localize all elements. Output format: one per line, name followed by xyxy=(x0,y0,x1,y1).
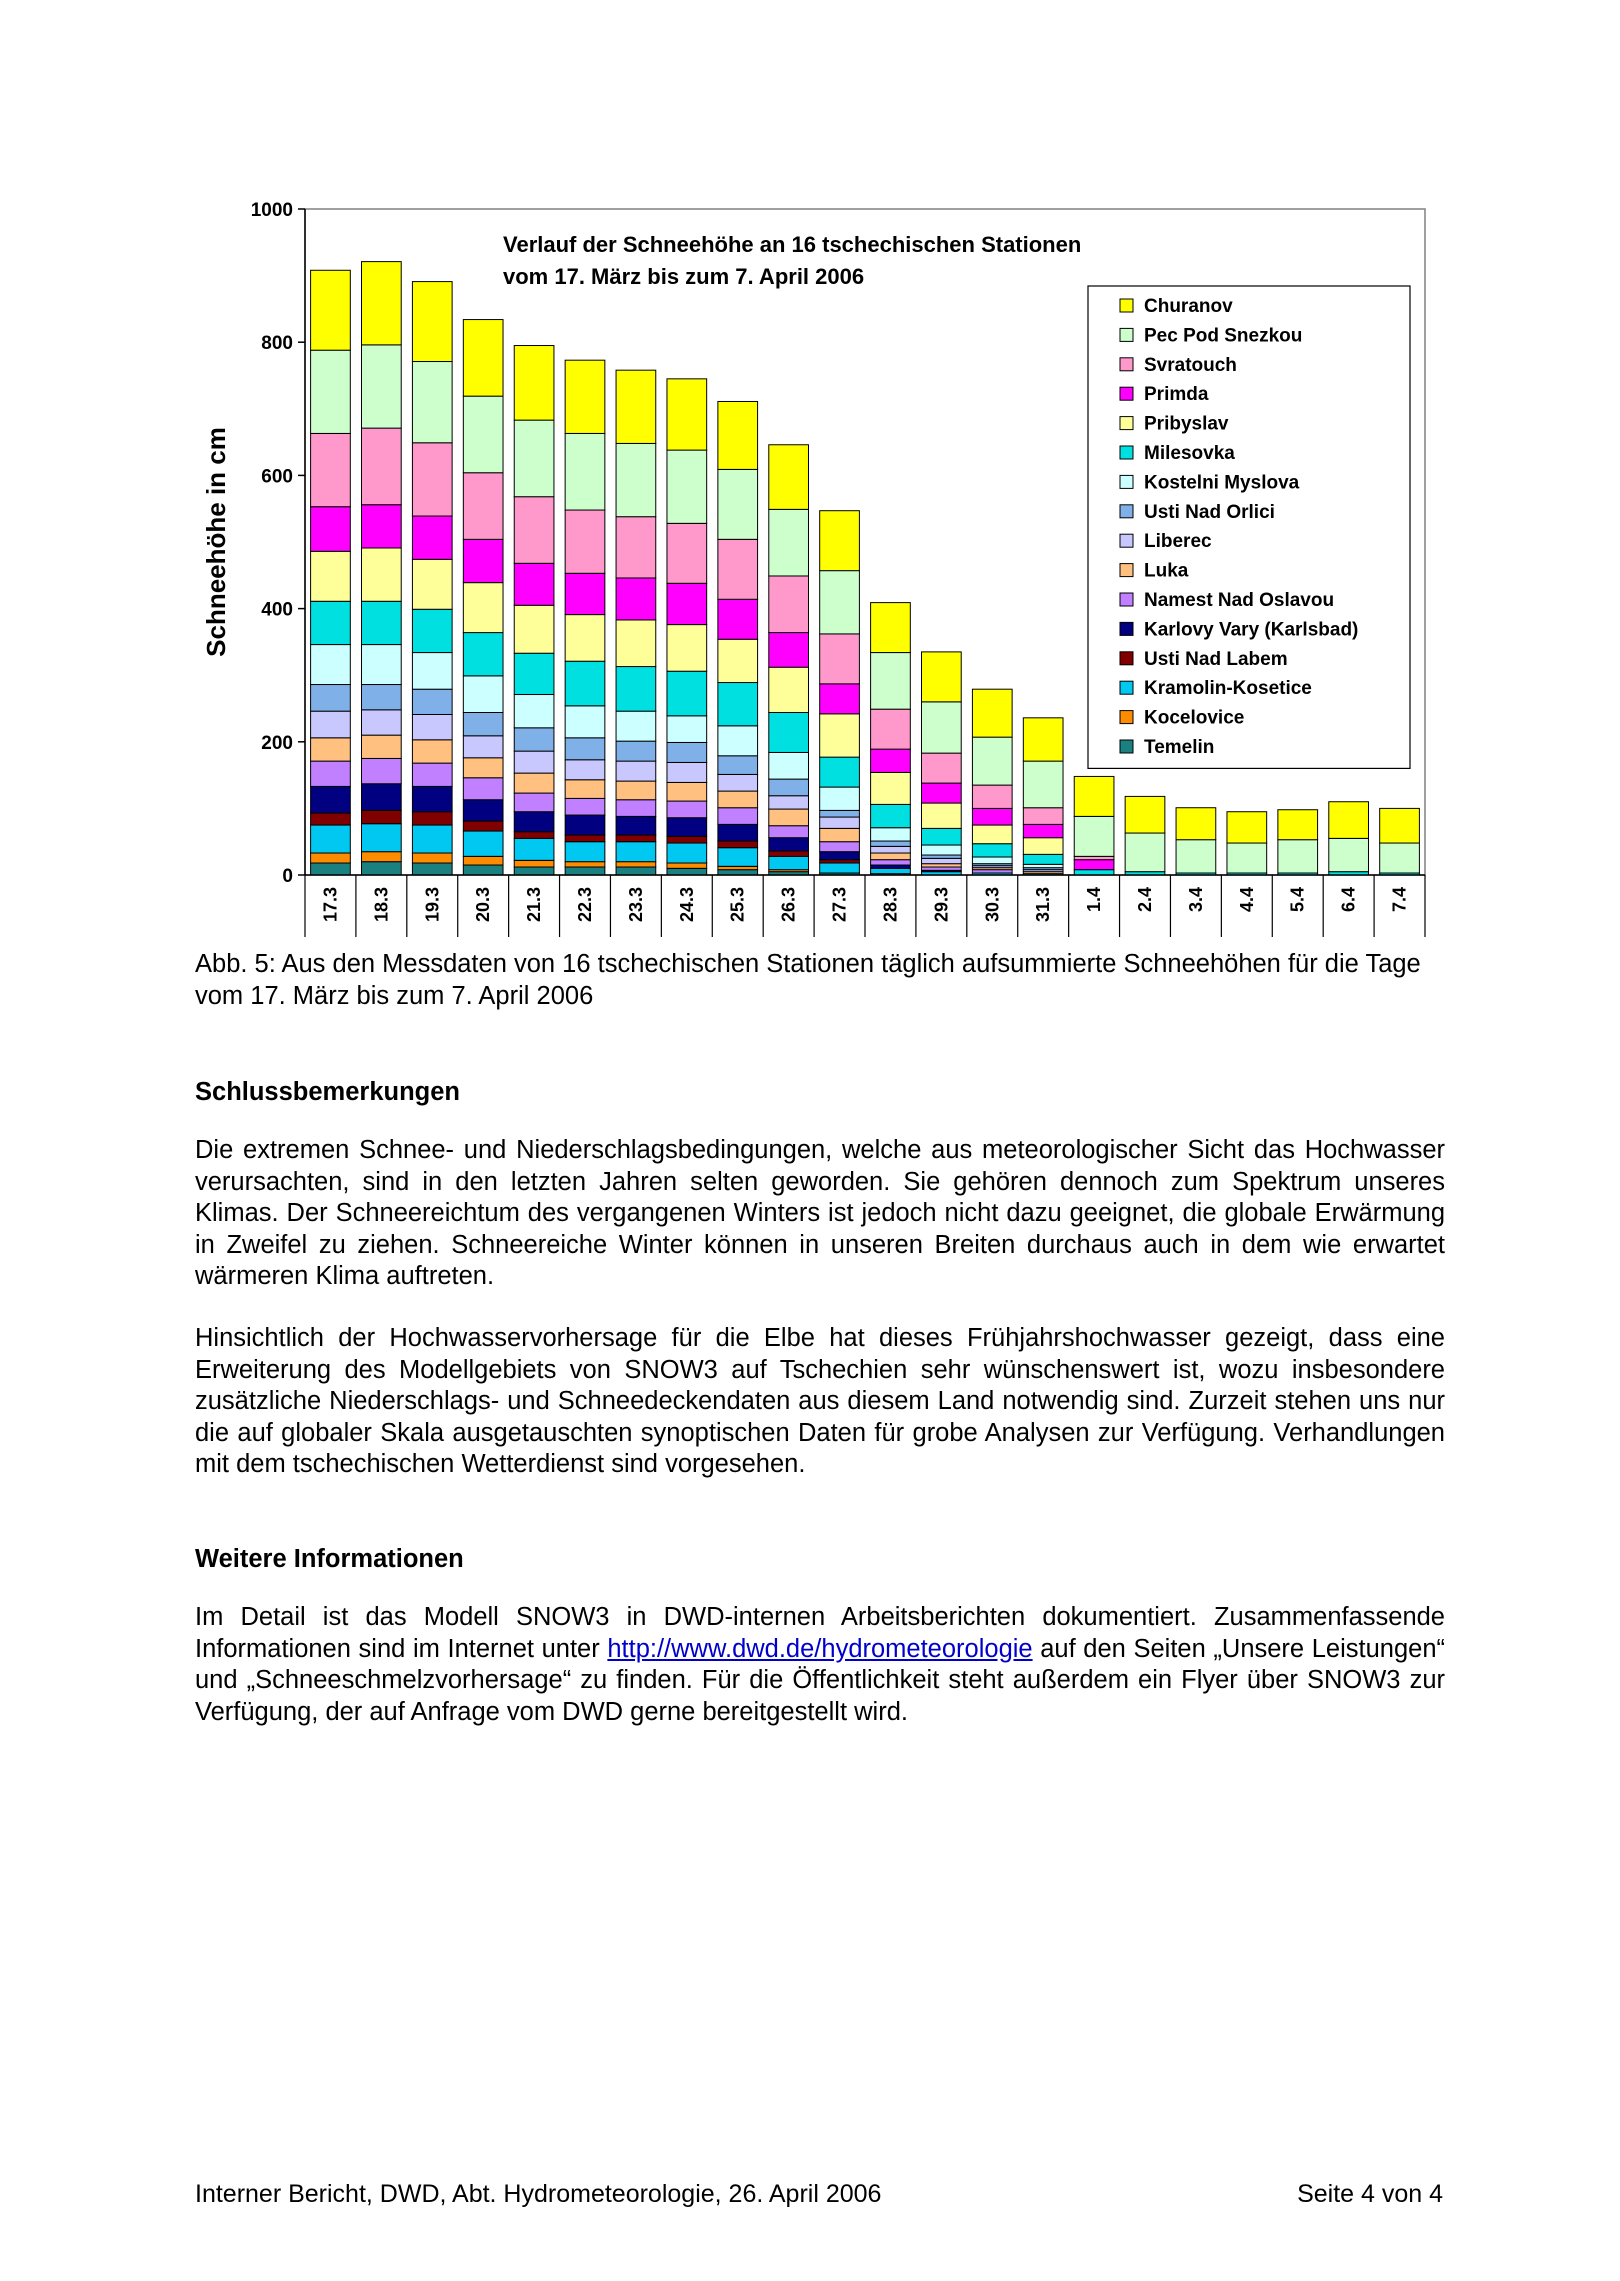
bar-segment xyxy=(412,763,452,786)
figure-caption: Abb. 5: Aus den Messdaten von 16 tschechischen Stationen täglich aufsummierte Schneehöhen für die Tage vom 17. März bis zum 7. April 2006 xyxy=(195,950,1421,1010)
bar-segment xyxy=(311,551,351,601)
bar-segment xyxy=(412,853,452,863)
bar-segment xyxy=(362,548,402,601)
bar-segment xyxy=(972,825,1012,844)
bar-segment xyxy=(616,667,656,712)
bar-segment xyxy=(1074,776,1114,816)
legend-swatch xyxy=(1120,358,1133,371)
y-tick-label: 600 xyxy=(261,466,293,488)
legend-swatch xyxy=(1120,387,1133,400)
bar-segment xyxy=(616,862,656,867)
bar-segment xyxy=(820,852,860,860)
bar-segment xyxy=(820,684,860,714)
bar-segment xyxy=(412,516,452,559)
bar-segment xyxy=(565,780,605,799)
chart-title-line: vom 17. März bis zum 7. April 2006 xyxy=(503,264,865,289)
x-tick-label: 3.4 xyxy=(1185,887,1206,913)
legend-swatch xyxy=(1120,299,1133,312)
bar-segment xyxy=(667,863,707,868)
paragraph-weitere-informationen xyxy=(195,1602,1445,1728)
bar-segment xyxy=(412,740,452,763)
bar-segment xyxy=(362,852,402,862)
bar-segment xyxy=(616,370,656,443)
bar-segment xyxy=(463,778,503,800)
x-tick-label: 25.3 xyxy=(727,887,748,923)
bar-segment xyxy=(362,758,402,783)
bar-segment xyxy=(463,633,503,676)
bar-segment xyxy=(412,653,452,690)
bar-segment xyxy=(311,813,351,825)
bar-segment xyxy=(362,601,402,644)
bar-segment xyxy=(1023,808,1063,825)
legend-swatch xyxy=(1120,652,1133,665)
bar-segment xyxy=(565,835,605,842)
bar-segment xyxy=(972,689,1012,737)
bar-segment xyxy=(1227,812,1267,843)
bar-segment xyxy=(871,653,911,710)
bar-segment xyxy=(1278,840,1318,873)
legend-swatch xyxy=(1120,681,1133,694)
bar-segment xyxy=(769,856,809,869)
legend-label: Karlovy Vary (Karlsbad) xyxy=(1144,619,1359,641)
bar-segment xyxy=(871,853,911,860)
bar-segment xyxy=(1023,838,1063,855)
bar-segment xyxy=(667,782,707,801)
bar-segment xyxy=(972,785,1012,808)
bar-segment xyxy=(616,578,656,620)
bar-segment xyxy=(871,860,911,865)
bar-segment xyxy=(922,803,962,828)
bar-segment xyxy=(463,800,503,821)
bar-segment xyxy=(311,825,351,853)
bar-segment xyxy=(718,599,758,639)
legend-swatch xyxy=(1120,622,1133,635)
legend-label: Namest Nad Oslavou xyxy=(1144,590,1335,611)
bar-segment xyxy=(514,860,554,867)
bar-segment xyxy=(412,559,452,609)
x-tick-label: 19.3 xyxy=(422,887,443,923)
bar-segment xyxy=(667,379,707,450)
bar-segment xyxy=(565,433,605,510)
paragraph-schlussbemerkungen-2: Hinsichtlich der Hochwasservorhersage für die Elbe hat dieses Frühjahrshochwasser gezeigt, dass eine Erweiterung des Modellgebiets von SNOW3 auf Tschechien sehr wünschenswert ist, wozu insbesondere zusätzliche Niederschlags- und Schneedeckendaten aus diesem Land notwendig sind. Zurzeit stehen uns nur die auf globaler Skala ausgetauschten synoptischen Daten für grobe Analysen zur Verfügung. Verhandlungen mit dem tschechischen Wetterdienst sind vorgesehen. xyxy=(195,1324,1445,1478)
bar-segment xyxy=(616,517,656,578)
bar-segment xyxy=(1227,843,1267,873)
bar-segment xyxy=(463,473,503,540)
bar-segment xyxy=(922,828,962,845)
bar-segment xyxy=(1023,718,1063,761)
bar-segment xyxy=(1023,761,1063,808)
bar-segment xyxy=(718,870,758,875)
bar-segment xyxy=(311,685,351,712)
x-tick-label: 20.3 xyxy=(473,887,494,923)
bar-segment xyxy=(311,711,351,738)
bar-segment xyxy=(1125,833,1165,872)
bar-segment xyxy=(565,706,605,738)
bar-segment xyxy=(514,563,554,605)
bar-segment xyxy=(514,812,554,832)
bar-segment xyxy=(565,615,605,662)
y-axis-label: Schneehöhe in cm xyxy=(201,427,231,657)
bar-segment xyxy=(871,772,911,804)
bar-segment xyxy=(718,401,758,469)
bar-segment xyxy=(362,345,402,428)
legend-swatch xyxy=(1120,740,1133,753)
bar-segment xyxy=(412,825,452,853)
bar-segment xyxy=(667,801,707,818)
bar-segment xyxy=(667,671,707,716)
bar-segment xyxy=(769,809,809,826)
bar-segment xyxy=(922,652,962,702)
bar-segment xyxy=(1329,802,1369,839)
bar-segment xyxy=(769,712,809,752)
bar-segment xyxy=(820,787,860,810)
bar-segment xyxy=(667,523,707,583)
x-tick-label: 21.3 xyxy=(524,887,545,923)
bar-segment xyxy=(1023,854,1063,864)
x-tick-label: 2.4 xyxy=(1135,887,1155,913)
legend-label: Liberec xyxy=(1144,531,1212,553)
bar-segment xyxy=(412,609,452,652)
legend-swatch xyxy=(1120,593,1133,606)
bar-segment xyxy=(769,752,809,779)
bar-segment xyxy=(820,757,860,787)
bar-segment xyxy=(463,821,503,831)
bar-segment xyxy=(820,810,860,817)
bar-segment xyxy=(565,661,605,706)
bar-segment xyxy=(514,728,554,751)
x-tick-label: 22.3 xyxy=(575,887,595,923)
legend-label: Pribyslav xyxy=(1144,413,1229,435)
bar-segment xyxy=(412,362,452,443)
bar-segment xyxy=(871,846,911,853)
bar-segment xyxy=(362,645,402,685)
bar-segment xyxy=(769,509,809,576)
legend-label: Usti Nad Labem xyxy=(1144,648,1288,670)
bar-segment xyxy=(1074,816,1114,856)
legend-swatch xyxy=(1120,446,1133,459)
legend-swatch xyxy=(1120,417,1133,430)
bar-segment xyxy=(769,633,809,668)
bar-segment xyxy=(463,831,503,856)
bar-segment xyxy=(616,761,656,781)
legend-swatch xyxy=(1120,475,1133,488)
bar-segment xyxy=(311,863,351,875)
bar-segment xyxy=(718,824,758,841)
chart-svg xyxy=(190,195,1435,937)
bar-segment xyxy=(311,761,351,786)
bar-segment xyxy=(565,738,605,760)
bar-segment xyxy=(1074,870,1114,875)
bar-segment xyxy=(362,862,402,875)
bar-segment xyxy=(412,863,452,875)
bar-segment xyxy=(362,685,402,710)
bar-segment xyxy=(565,573,605,614)
bar-segment xyxy=(718,469,758,539)
bar-segment xyxy=(972,857,1012,864)
bar-segment xyxy=(412,689,452,714)
bar-segment xyxy=(514,867,554,875)
bar-segment xyxy=(565,760,605,780)
heading-schlussbemerkungen: Schlussbemerkungen xyxy=(195,1078,460,1106)
bar-segment xyxy=(616,711,656,741)
legend-label: Temelin xyxy=(1144,737,1215,758)
dwd-hydrometeorologie-link[interactable]: http://www.dwd.de/hydrometeorologie xyxy=(607,1634,1033,1663)
bar-segment xyxy=(922,753,962,783)
bar-segment xyxy=(412,714,452,739)
bar-segment xyxy=(565,842,605,862)
bar-segment xyxy=(820,714,860,757)
bar-segment xyxy=(362,810,402,823)
bar-segment xyxy=(972,844,1012,857)
chart-title-line: Verlauf der Schneehöhe an 16 tschechischen Stationen xyxy=(503,232,1082,257)
x-tick-label: 1.4 xyxy=(1084,887,1105,913)
legend-swatch xyxy=(1120,505,1133,518)
bar-segment xyxy=(820,817,860,828)
x-tick-label: 23.3 xyxy=(625,887,646,923)
bar-segment xyxy=(463,539,503,582)
bar-segment xyxy=(463,320,503,397)
bar-segment xyxy=(514,420,554,497)
bar-segment xyxy=(362,710,402,735)
bar-segment xyxy=(514,793,554,812)
legend-label: Pec Pod Snezkou xyxy=(1144,325,1303,347)
legend-label: Kostelni Myslova xyxy=(1144,472,1300,494)
bar-segment xyxy=(362,262,402,345)
bar-segment xyxy=(1329,838,1369,871)
bar-segment xyxy=(362,505,402,548)
bar-segment xyxy=(871,868,911,873)
bar-segment xyxy=(362,784,402,811)
bar-segment xyxy=(1125,796,1165,833)
bar-segment xyxy=(514,773,554,793)
bar-segment xyxy=(463,856,503,865)
bar-segment xyxy=(463,865,503,875)
bar-segment xyxy=(514,832,554,839)
bar-segment xyxy=(616,620,656,667)
legend-swatch xyxy=(1120,711,1133,724)
bar-segment xyxy=(871,749,911,772)
x-tick-label: 27.3 xyxy=(829,887,850,923)
x-tick-label: 18.3 xyxy=(371,887,392,923)
snow-depth-chart xyxy=(190,195,1435,937)
bar-segment xyxy=(769,838,809,851)
bar-segment xyxy=(667,716,707,743)
bar-segment xyxy=(871,603,911,653)
bar-segment xyxy=(1278,810,1318,840)
bar-segment xyxy=(616,741,656,761)
bar-segment xyxy=(463,736,503,758)
bar-segment xyxy=(1380,808,1420,843)
bar-segment xyxy=(871,804,911,827)
bar-segment xyxy=(667,625,707,672)
bar-segment xyxy=(769,779,809,796)
x-tick-label: 24.3 xyxy=(676,887,697,923)
bar-segment xyxy=(718,791,758,808)
bar-segment xyxy=(412,812,452,825)
bar-segment xyxy=(667,868,707,875)
bar-segment xyxy=(718,639,758,682)
bar-segment xyxy=(1023,824,1063,837)
bar-segment xyxy=(820,634,860,684)
bar-segment xyxy=(1074,860,1114,870)
legend-label: Primda xyxy=(1144,384,1209,406)
bar-segment xyxy=(412,282,452,362)
bar-segment xyxy=(362,824,402,852)
x-tick-label: 28.3 xyxy=(880,887,901,923)
info-text-after-link: auf den Seiten „Unsere Leistungen“ und „Schneeschmelzvorhersage“ zu finden. Für die Öffentlichkeit steht außerdem ein Flyer über SNOW3 zur Verfügung, der auf Anfrage vom DWD gerne bereitgestellt wird. xyxy=(195,1634,1445,1726)
y-tick-label: 0 xyxy=(282,866,293,887)
x-tick-label: 26.3 xyxy=(778,887,799,923)
x-tick-label: 29.3 xyxy=(931,887,952,923)
bar-segment xyxy=(769,667,809,712)
bar-segment xyxy=(565,862,605,867)
x-tick-label: 30.3 xyxy=(982,887,1003,923)
bar-segment xyxy=(718,683,758,726)
bar-segment xyxy=(769,851,809,856)
bar-segment xyxy=(514,653,554,694)
bar-segment xyxy=(718,539,758,599)
bar-segment xyxy=(616,867,656,875)
bar-segment xyxy=(565,815,605,835)
bar-segment xyxy=(718,756,758,775)
bar-segment xyxy=(718,848,758,867)
paragraph-schlussbemerkungen-1: Die extremen Schnee- und Niederschlagsbedingungen, welche aus meteorologischer Sicht das Hochwasser verursachten, sind in den letzten Jahren selten geworden. Sie gehören dennoch zum Spektrum unseres Klimas. Der Schneereichtum des vergangenen Winters ist jedoch nicht dazu geeignet, die globale Erwärmung in Zweifel zu ziehen. Schneereiche Winter können in unseren Breiten durchaus auch in dem wie erwartet wärmeren Klima auftreten. xyxy=(195,1136,1445,1290)
bar-segment xyxy=(514,497,554,564)
x-tick-label: 5.4 xyxy=(1287,887,1308,913)
bar-segment xyxy=(871,828,911,841)
bar-segment xyxy=(311,433,351,506)
bar-segment xyxy=(463,676,503,713)
bar-segment xyxy=(820,511,860,571)
heading-weitere-informationen: Weitere Informationen xyxy=(195,1545,464,1573)
bar-segment xyxy=(514,751,554,773)
legend-label: Churanov xyxy=(1144,296,1233,317)
bar-segment xyxy=(820,863,860,873)
bar-segment xyxy=(616,443,656,516)
bar-segment xyxy=(311,645,351,685)
bar-segment xyxy=(769,445,809,510)
footer-left: Interner Bericht, DWD, Abt. Hydrometeorologie, 26. April 2006 xyxy=(195,2180,882,2208)
bar-segment xyxy=(463,396,503,473)
bar-segment xyxy=(972,737,1012,785)
bar-segment xyxy=(718,841,758,848)
y-tick-label: 400 xyxy=(261,599,293,621)
bar-segment xyxy=(820,842,860,852)
bar-segment xyxy=(667,843,707,863)
bar-segment xyxy=(922,858,962,863)
x-tick-label: 4.4 xyxy=(1236,887,1257,913)
legend-label: Luka xyxy=(1144,560,1189,582)
bar-segment xyxy=(667,836,707,843)
bar-segment xyxy=(769,796,809,809)
bar-segment xyxy=(514,838,554,860)
bar-segment xyxy=(616,816,656,835)
bar-segment xyxy=(820,571,860,634)
bar-segment xyxy=(463,583,503,633)
bar-segment xyxy=(565,510,605,573)
bar-segment xyxy=(718,774,758,791)
bar-segment xyxy=(362,428,402,505)
bar-segment xyxy=(667,818,707,837)
legend-label: Kocelovice xyxy=(1144,707,1245,729)
bar-segment xyxy=(718,726,758,756)
x-tick-label: 31.3 xyxy=(1033,887,1054,923)
bar-segment xyxy=(362,735,402,758)
bar-segment xyxy=(1380,843,1420,873)
bar-segment xyxy=(565,867,605,875)
bar-segment xyxy=(311,270,351,350)
bar-segment xyxy=(565,360,605,433)
bar-segment xyxy=(1176,840,1216,873)
bar-segment xyxy=(616,800,656,817)
bar-segment xyxy=(1176,808,1216,840)
bar-segment xyxy=(616,842,656,862)
bar-segment xyxy=(871,841,911,846)
x-tick-label: 17.3 xyxy=(320,887,341,923)
bar-segment xyxy=(972,808,1012,825)
bar-segment xyxy=(616,835,656,842)
info-text-before-link: Im Detail ist das Modell SNOW3 in DWD-internen Arbeitsberichten dokumentiert. Zusammenfassende Informationen sind im Internet unter xyxy=(195,1603,1445,1663)
y-tick-label: 1000 xyxy=(250,200,293,221)
bar-segment xyxy=(871,709,911,749)
bar-segment xyxy=(311,507,351,552)
legend-label: Milesovka xyxy=(1144,443,1235,464)
legend-swatch xyxy=(1120,564,1133,577)
bar-segment xyxy=(922,702,962,753)
bar-segment xyxy=(667,762,707,782)
bar-segment xyxy=(311,738,351,761)
bar-segment xyxy=(311,853,351,863)
x-tick-label: 6.4 xyxy=(1338,887,1359,913)
bar-segment xyxy=(412,443,452,516)
bar-segment xyxy=(311,786,351,813)
bar-segment xyxy=(412,786,452,811)
legend-label: Svratouch xyxy=(1144,354,1237,376)
bar-segment xyxy=(565,798,605,815)
y-tick-label: 200 xyxy=(261,732,293,754)
bar-segment xyxy=(514,605,554,653)
bar-segment xyxy=(311,601,351,644)
legend-swatch xyxy=(1120,534,1133,547)
y-tick-label: 800 xyxy=(261,333,293,355)
x-tick-label: 7.4 xyxy=(1389,887,1410,913)
bar-segment xyxy=(514,346,554,421)
bar-segment xyxy=(667,450,707,523)
bar-segment xyxy=(616,781,656,800)
legend-label: Usti Nad Orlici xyxy=(1144,501,1275,523)
bar-segment xyxy=(463,712,503,735)
legend-swatch xyxy=(1120,328,1133,341)
bar-segment xyxy=(769,576,809,633)
bar-segment xyxy=(718,808,758,825)
legend-label: Kramolin-Kosetice xyxy=(1144,678,1312,700)
bar-segment xyxy=(922,845,962,855)
bar-segment xyxy=(311,350,351,433)
bar-segment xyxy=(667,583,707,624)
bar-segment xyxy=(463,758,503,778)
bar-segment xyxy=(667,742,707,762)
bar-segment xyxy=(769,826,809,838)
bar-segment xyxy=(820,828,860,841)
bar-segment xyxy=(514,695,554,728)
bar-segment xyxy=(922,783,962,803)
footer-page-number: Seite 4 von 4 xyxy=(1297,2180,1443,2208)
